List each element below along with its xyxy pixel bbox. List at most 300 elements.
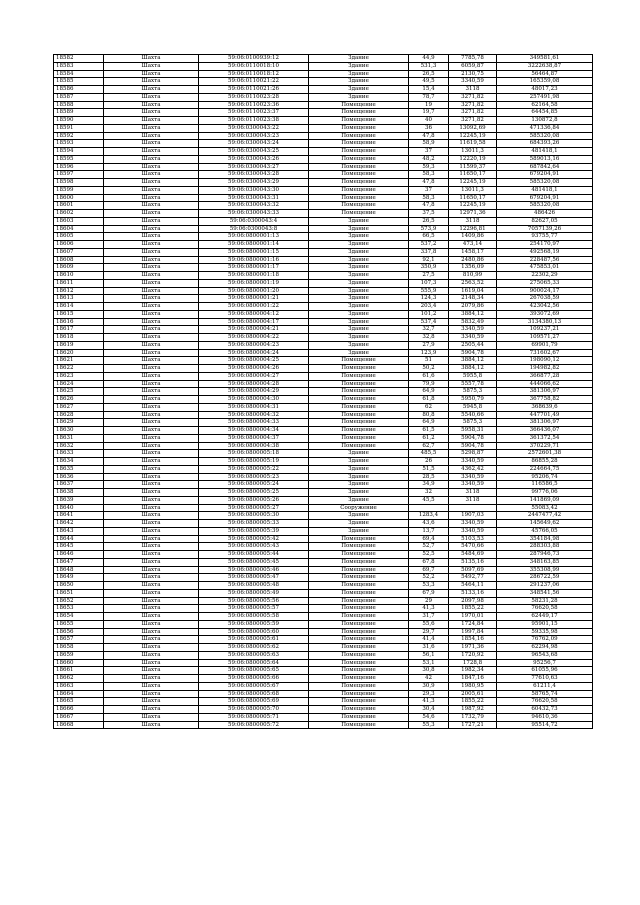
cadastral-value-cell: 95514,72 bbox=[497, 721, 593, 729]
cadastral-value-cell: 82627,05 bbox=[497, 217, 593, 225]
object-type-cell: Помещение bbox=[309, 628, 409, 636]
district-name-cell: Шахта bbox=[104, 566, 199, 574]
row-number-cell: 18604 bbox=[54, 225, 104, 233]
area-cell: 51 bbox=[409, 357, 449, 365]
table-row bbox=[54, 318, 593, 326]
object-type-cell: Помещение bbox=[309, 613, 409, 621]
district-name-cell: Шахта bbox=[104, 496, 199, 504]
row-number-cell: 18632 bbox=[54, 442, 104, 450]
table-row bbox=[54, 93, 593, 101]
district-name-cell: Шахта bbox=[104, 256, 199, 264]
district-name-cell: Шахта bbox=[104, 380, 199, 388]
cadastral-number-cell: 59:06:0300043:22 bbox=[199, 124, 309, 132]
cadastral-value-per-m2-cell: 1987,92 bbox=[449, 706, 497, 714]
district-name-cell: Шахта bbox=[104, 310, 199, 318]
cadastral-value-per-m2-cell: 5950,79 bbox=[449, 396, 497, 404]
cadastral-value-per-m2-cell: 1970,01 bbox=[449, 613, 497, 621]
table-row bbox=[54, 458, 593, 466]
row-number-cell: 18639 bbox=[54, 496, 104, 504]
cadastral-value-per-m2-cell: 5133,16 bbox=[449, 589, 497, 597]
object-type-cell: Помещение bbox=[309, 163, 409, 171]
property-table-body bbox=[54, 55, 593, 729]
district-name-cell: Шахта bbox=[104, 341, 199, 349]
cadastral-value-per-m2-cell: 3340,59 bbox=[449, 78, 497, 86]
table-row bbox=[54, 287, 593, 295]
object-type-cell: Помещение bbox=[309, 179, 409, 187]
cadastral-value-cell: 481418,1 bbox=[497, 148, 593, 156]
cadastral-value-per-m2-cell: 12971,36 bbox=[449, 210, 497, 218]
cadastral-value-per-m2-cell: 11619,58 bbox=[449, 140, 497, 148]
cadastral-value-per-m2-cell: 810,99 bbox=[449, 272, 497, 280]
cadastral-value-per-m2-cell: 473,14 bbox=[449, 241, 497, 249]
area-cell: 32 bbox=[409, 489, 449, 497]
row-number-cell: 18642 bbox=[54, 520, 104, 528]
cadastral-number-cell: 59:06:0300043:31 bbox=[199, 194, 309, 202]
cadastral-number-cell: 59:06:0800005:44 bbox=[199, 551, 309, 559]
cadastral-number-cell: 59:06:0800005:69 bbox=[199, 698, 309, 706]
table-row bbox=[54, 558, 593, 566]
area-cell: 36 bbox=[409, 124, 449, 132]
row-number-cell: 18605 bbox=[54, 233, 104, 241]
row-number-cell: 18619 bbox=[54, 341, 104, 349]
cadastral-number-cell: 59:06:0800004:29 bbox=[199, 388, 309, 396]
cadastral-number-cell: 59:06:0800004:37 bbox=[199, 434, 309, 442]
object-type-cell: Здание bbox=[309, 264, 409, 272]
object-type-cell: Здание bbox=[309, 489, 409, 497]
table-row bbox=[54, 109, 593, 117]
table-row bbox=[54, 132, 593, 140]
district-name-cell: Шахта bbox=[104, 179, 199, 187]
cadastral-number-cell: 59:06:0800005:65 bbox=[199, 667, 309, 675]
area-cell: 28,5 bbox=[409, 473, 449, 481]
cadastral-number-cell: 59:06:0800005:70 bbox=[199, 706, 309, 714]
cadastral-value-per-m2-cell: 1728,8 bbox=[449, 659, 497, 667]
cadastral-value-per-m2-cell: 1855,22 bbox=[449, 605, 497, 613]
cadastral-value-per-m2-cell: 5904,78 bbox=[449, 349, 497, 357]
area-cell: 69,7 bbox=[409, 566, 449, 574]
row-number-cell: 18667 bbox=[54, 713, 104, 721]
cadastral-value-per-m2-cell: 3884,12 bbox=[449, 310, 497, 318]
cadastral-value-per-m2-cell: 11650,17 bbox=[449, 194, 497, 202]
table-row bbox=[54, 62, 593, 70]
table-row bbox=[54, 233, 593, 241]
cadastral-number-cell: 59:06:0800005:30 bbox=[199, 512, 309, 520]
area-cell: 1283,4 bbox=[409, 512, 449, 520]
area-cell: 203,4 bbox=[409, 303, 449, 311]
cadastral-value-cell: 94610,36 bbox=[497, 713, 593, 721]
cadastral-value-cell: 367758,82 bbox=[497, 396, 593, 404]
area-cell: 15,4 bbox=[409, 86, 449, 94]
object-type-cell: Здание bbox=[309, 473, 409, 481]
object-type-cell: Здание bbox=[309, 248, 409, 256]
cadastral-value-per-m2-cell: 3340,59 bbox=[449, 527, 497, 535]
area-cell: 44,9 bbox=[409, 55, 449, 63]
cadastral-value-cell: 481418,1 bbox=[497, 186, 593, 194]
object-type-cell: Помещение bbox=[309, 543, 409, 551]
cadastral-value-per-m2-cell: 5955,8 bbox=[449, 372, 497, 380]
cadastral-value-cell: 423042,56 bbox=[497, 303, 593, 311]
area-cell: 19 bbox=[409, 101, 449, 109]
object-type-cell: Помещение bbox=[309, 109, 409, 117]
cadastral-number-cell: 59:06:0300043:25 bbox=[199, 148, 309, 156]
district-name-cell: Шахта bbox=[104, 140, 199, 148]
cadastral-value-cell: 447701,49 bbox=[497, 411, 593, 419]
cadastral-number-cell: 59:06:0100939:12 bbox=[199, 55, 309, 63]
cadastral-number-cell: 59:06:0800001:17 bbox=[199, 264, 309, 272]
cadastral-value-cell: 95256,7 bbox=[497, 659, 593, 667]
area-cell: 26 bbox=[409, 458, 449, 466]
cadastral-value-per-m2-cell: 1997,84 bbox=[449, 628, 497, 636]
cadastral-value-cell: 62164,58 bbox=[497, 101, 593, 109]
cadastral-value-per-m2-cell: 1982,34 bbox=[449, 667, 497, 675]
table-row bbox=[54, 241, 593, 249]
object-type-cell: Здание bbox=[309, 70, 409, 78]
cadastral-value-per-m2-cell: 2480,86 bbox=[449, 256, 497, 264]
object-type-cell: Помещение bbox=[309, 551, 409, 559]
object-type-cell: Здание bbox=[309, 512, 409, 520]
row-number-cell: 18644 bbox=[54, 535, 104, 543]
object-type-cell: Здание bbox=[309, 318, 409, 326]
district-name-cell: Шахта bbox=[104, 589, 199, 597]
district-name-cell: Шахта bbox=[104, 101, 199, 109]
area-cell: 40 bbox=[409, 117, 449, 125]
district-name-cell: Шахта bbox=[104, 295, 199, 303]
row-number-cell: 18616 bbox=[54, 318, 104, 326]
row-number-cell: 18583 bbox=[54, 62, 104, 70]
cadastral-value-cell: 286722,59 bbox=[497, 574, 593, 582]
object-type-cell: Здание bbox=[309, 62, 409, 70]
cadastral-value-cell: 366877,28 bbox=[497, 372, 593, 380]
table-row bbox=[54, 357, 593, 365]
cadastral-value-cell: 381306,97 bbox=[497, 388, 593, 396]
district-name-cell: Шахта bbox=[104, 690, 199, 698]
district-name-cell: Шахта bbox=[104, 504, 199, 512]
district-name-cell: Шахта bbox=[104, 241, 199, 249]
object-type-cell: Помещение bbox=[309, 419, 409, 427]
cadastral-value-per-m2-cell: 3340,59 bbox=[449, 458, 497, 466]
cadastral-value-cell: 194982,82 bbox=[497, 365, 593, 373]
district-name-cell: Шахта bbox=[104, 334, 199, 342]
cadastral-number-cell: 59:06:0800001:21 bbox=[199, 295, 309, 303]
district-name-cell: Шахта bbox=[104, 357, 199, 365]
table-row bbox=[54, 481, 593, 489]
object-type-cell: Здание bbox=[309, 241, 409, 249]
object-type-cell: Помещение bbox=[309, 124, 409, 132]
table-row bbox=[54, 403, 593, 411]
row-number-cell: 18614 bbox=[54, 303, 104, 311]
cadastral-number-cell: 59:06:0800004:24 bbox=[199, 349, 309, 357]
row-number-cell: 18626 bbox=[54, 396, 104, 404]
object-type-cell: Помещение bbox=[309, 721, 409, 729]
object-type-cell: Здание bbox=[309, 326, 409, 334]
row-number-cell: 18611 bbox=[54, 279, 104, 287]
row-number-cell: 18594 bbox=[54, 148, 104, 156]
cadastral-number-cell: 59:06:0800004:30 bbox=[199, 396, 309, 404]
object-type-cell: Помещение bbox=[309, 171, 409, 179]
row-number-cell: 18593 bbox=[54, 140, 104, 148]
table-row bbox=[54, 411, 593, 419]
cadastral-number-cell: 59:06:0800005:43 bbox=[199, 543, 309, 551]
cadastral-number-cell: 59:06:0800005:46 bbox=[199, 566, 309, 574]
area-cell: 537,4 bbox=[409, 318, 449, 326]
table-row bbox=[54, 520, 593, 528]
district-name-cell: Шахта bbox=[104, 225, 199, 233]
cadastral-value-per-m2-cell: 13011,3 bbox=[449, 186, 497, 194]
district-name-cell: Шахта bbox=[104, 248, 199, 256]
district-name-cell: Шахта bbox=[104, 186, 199, 194]
cadastral-number-cell: 59:06:0800005:61 bbox=[199, 636, 309, 644]
object-type-cell: Помещение bbox=[309, 682, 409, 690]
cadastral-value-per-m2-cell: 11650,17 bbox=[449, 171, 497, 179]
cadastral-value-cell: 492568,19 bbox=[497, 248, 593, 256]
district-name-cell: Шахта bbox=[104, 396, 199, 404]
cadastral-value-per-m2-cell: 1409,86 bbox=[449, 233, 497, 241]
object-type-cell: Помещение bbox=[309, 403, 409, 411]
table-row bbox=[54, 690, 593, 698]
table-row bbox=[54, 582, 593, 590]
area-cell: 61,6 bbox=[409, 372, 449, 380]
object-type-cell: Здание bbox=[309, 279, 409, 287]
area-cell: 58,3 bbox=[409, 194, 449, 202]
cadastral-value-per-m2-cell: 2148,34 bbox=[449, 295, 497, 303]
district-name-cell: Шахта bbox=[104, 171, 199, 179]
object-type-cell: Здание bbox=[309, 225, 409, 233]
table-row bbox=[54, 527, 593, 535]
area-cell: 31,6 bbox=[409, 644, 449, 652]
row-number-cell: 18598 bbox=[54, 179, 104, 187]
cadastral-value-per-m2-cell: 5484,69 bbox=[449, 551, 497, 559]
cadastral-value-per-m2-cell: 1847,16 bbox=[449, 675, 497, 683]
cadastral-number-cell: 59:06:0800005:72 bbox=[199, 721, 309, 729]
row-number-cell: 18592 bbox=[54, 132, 104, 140]
area-cell: 78,7 bbox=[409, 93, 449, 101]
district-name-cell: Шахта bbox=[104, 279, 199, 287]
object-type-cell: Помещение bbox=[309, 644, 409, 652]
cadastral-value-per-m2-cell: 2505,44 bbox=[449, 341, 497, 349]
cadastral-number-cell: 59:06:0800001:13 bbox=[199, 233, 309, 241]
cadastral-value-per-m2-cell: 5470,66 bbox=[449, 543, 497, 551]
table-row bbox=[54, 248, 593, 256]
row-number-cell: 18584 bbox=[54, 70, 104, 78]
cadastral-value-per-m2-cell: 5904,78 bbox=[449, 434, 497, 442]
cadastral-number-cell: 59:06:0800004:27 bbox=[199, 372, 309, 380]
district-name-cell: Шахта bbox=[104, 442, 199, 450]
area-cell: 58,9 bbox=[409, 140, 449, 148]
cadastral-number-cell: 59:06:0110023:37 bbox=[199, 109, 309, 117]
row-number-cell: 18653 bbox=[54, 605, 104, 613]
cadastral-number-cell: 59:06:0800005:62 bbox=[199, 644, 309, 652]
district-name-cell: Шахта bbox=[104, 706, 199, 714]
row-number-cell: 18656 bbox=[54, 628, 104, 636]
cadastral-value-per-m2-cell: 5135,16 bbox=[449, 558, 497, 566]
row-number-cell: 18650 bbox=[54, 582, 104, 590]
district-name-cell: Шахта bbox=[104, 613, 199, 621]
cadastral-value-per-m2-cell: 12245,19 bbox=[449, 179, 497, 187]
cadastral-number-cell: 59:06:0800004:34 bbox=[199, 427, 309, 435]
cadastral-value-cell: 585320,08 bbox=[497, 202, 593, 210]
object-type-cell: Помещение bbox=[309, 411, 409, 419]
cadastral-number-cell: 59:06:0800005:23 bbox=[199, 473, 309, 481]
cadastral-value-per-m2-cell: 2005,61 bbox=[449, 690, 497, 698]
row-number-cell: 18661 bbox=[54, 667, 104, 675]
area-cell: 58,3 bbox=[409, 171, 449, 179]
cadastral-number-cell: 59:06:0800001:14 bbox=[199, 241, 309, 249]
row-number-cell: 18646 bbox=[54, 551, 104, 559]
district-name-cell: Шахта bbox=[104, 427, 199, 435]
row-number-cell: 18645 bbox=[54, 543, 104, 551]
object-type-cell: Здание bbox=[309, 520, 409, 528]
cadastral-number-cell: 59:06:0800005:47 bbox=[199, 574, 309, 582]
cadastral-value-cell: 257491,98 bbox=[497, 93, 593, 101]
row-number-cell: 18610 bbox=[54, 272, 104, 280]
row-number-cell: 18613 bbox=[54, 295, 104, 303]
cadastral-number-cell: 59:06:0800005:68 bbox=[199, 690, 309, 698]
cadastral-value-cell: 679204,91 bbox=[497, 194, 593, 202]
cadastral-number-cell: 59:06:0800001:15 bbox=[199, 248, 309, 256]
cadastral-value-per-m2-cell: 12245,19 bbox=[449, 202, 497, 210]
row-number-cell: 18655 bbox=[54, 620, 104, 628]
row-number-cell: 18663 bbox=[54, 682, 104, 690]
district-name-cell: Шахта bbox=[104, 117, 199, 125]
row-number-cell: 18587 bbox=[54, 93, 104, 101]
cadastral-value-per-m2-cell: 5464,11 bbox=[449, 582, 497, 590]
table-row bbox=[54, 535, 593, 543]
cadastral-value-cell: 679204,91 bbox=[497, 171, 593, 179]
area-cell: 337,8 bbox=[409, 248, 449, 256]
district-name-cell: Шахта bbox=[104, 202, 199, 210]
table-row bbox=[54, 78, 593, 86]
table-row bbox=[54, 365, 593, 373]
object-type-cell: Помещение bbox=[309, 675, 409, 683]
table-row bbox=[54, 698, 593, 706]
cadastral-value-cell: 2572601,38 bbox=[497, 450, 593, 458]
area-cell: 55,6 bbox=[409, 620, 449, 628]
object-type-cell: Помещение bbox=[309, 535, 409, 543]
cadastral-value-cell: 165359,08 bbox=[497, 78, 593, 86]
cadastral-number-cell: 59:06:0800005:42 bbox=[199, 535, 309, 543]
object-type-cell: Помещение bbox=[309, 442, 409, 450]
cadastral-value-cell: 95206,74 bbox=[497, 473, 593, 481]
district-name-cell: Шахта bbox=[104, 628, 199, 636]
area-cell: 52,2 bbox=[409, 574, 449, 582]
cadastral-value-cell: 76762,09 bbox=[497, 636, 593, 644]
cadastral-number-cell: 59:06:0800001:19 bbox=[199, 279, 309, 287]
object-type-cell: Помещение bbox=[309, 101, 409, 109]
row-number-cell: 18654 bbox=[54, 613, 104, 621]
cadastral-value-cell: 228487,56 bbox=[497, 256, 593, 264]
table-row bbox=[54, 86, 593, 94]
cadastral-value-cell: 3222638,87 bbox=[497, 62, 593, 70]
cadastral-value-cell: 254170,97 bbox=[497, 241, 593, 249]
table-row bbox=[54, 55, 593, 63]
cadastral-number-cell: 59:06:0800004:23 bbox=[199, 341, 309, 349]
cadastral-value-per-m2-cell: 2097,98 bbox=[449, 597, 497, 605]
cadastral-value-per-m2-cell: 13011,3 bbox=[449, 148, 497, 156]
object-type-cell: Здание bbox=[309, 527, 409, 535]
row-number-cell: 18657 bbox=[54, 636, 104, 644]
cadastral-value-cell: 287946,73 bbox=[497, 551, 593, 559]
object-type-cell: Помещение bbox=[309, 706, 409, 714]
district-name-cell: Шахта bbox=[104, 287, 199, 295]
table-row bbox=[54, 264, 593, 272]
area-cell: 29 bbox=[409, 597, 449, 605]
object-type-cell: Здание bbox=[309, 272, 409, 280]
cadastral-number-cell: 59:06:0800004:12 bbox=[199, 310, 309, 318]
cadastral-number-cell: 59:06:0800005:63 bbox=[199, 651, 309, 659]
object-type-cell: Здание bbox=[309, 217, 409, 225]
cadastral-value-cell: 585320,08 bbox=[497, 132, 593, 140]
object-type-cell: Здание bbox=[309, 55, 409, 63]
cadastral-value-cell: 61055,96 bbox=[497, 667, 593, 675]
table-row bbox=[54, 202, 593, 210]
cadastral-value-cell: 444066,62 bbox=[497, 380, 593, 388]
row-number-cell: 18659 bbox=[54, 651, 104, 659]
row-number-cell: 18615 bbox=[54, 310, 104, 318]
object-type-cell: Помещение bbox=[309, 698, 409, 706]
object-type-cell: Помещение bbox=[309, 186, 409, 194]
cadastral-value-per-m2-cell: 1732,79 bbox=[449, 713, 497, 721]
cadastral-value-cell: 61211,4 bbox=[497, 682, 593, 690]
cadastral-value-per-m2-cell: 5945,8 bbox=[449, 403, 497, 411]
cadastral-number-cell: 59:06:0800005:58 bbox=[199, 613, 309, 621]
row-number-cell: 18637 bbox=[54, 481, 104, 489]
cadastral-value-cell: 76620,58 bbox=[497, 698, 593, 706]
area-cell: 61,5 bbox=[409, 427, 449, 435]
object-type-cell: Помещение bbox=[309, 589, 409, 597]
area-cell: 13,7 bbox=[409, 527, 449, 535]
table-row bbox=[54, 163, 593, 171]
cadastral-value-per-m2-cell: 11599,37 bbox=[449, 163, 497, 171]
area-cell bbox=[409, 504, 449, 512]
table-row bbox=[54, 667, 593, 675]
cadastral-value-cell: 198090,12 bbox=[497, 357, 593, 365]
district-name-cell: Шахта bbox=[104, 326, 199, 334]
area-cell: 47,8 bbox=[409, 132, 449, 140]
district-name-cell: Шахта bbox=[104, 636, 199, 644]
row-number-cell: 18590 bbox=[54, 117, 104, 125]
district-name-cell: Шахта bbox=[104, 109, 199, 117]
cadastral-value-cell: 130872,8 bbox=[497, 117, 593, 125]
area-cell: 59,3 bbox=[409, 163, 449, 171]
cadastral-number-cell: 59:06:0300043:28 bbox=[199, 171, 309, 179]
table-row bbox=[54, 396, 593, 404]
table-row bbox=[54, 675, 593, 683]
object-type-cell: Помещение bbox=[309, 148, 409, 156]
district-name-cell: Шахта bbox=[104, 217, 199, 225]
table-row bbox=[54, 217, 593, 225]
row-number-cell: 18608 bbox=[54, 256, 104, 264]
area-cell: 107,3 bbox=[409, 279, 449, 287]
cadastral-value-cell: 64454,85 bbox=[497, 109, 593, 117]
cadastral-number-cell: 59:06:0800001:22 bbox=[199, 303, 309, 311]
row-number-cell: 18624 bbox=[54, 380, 104, 388]
district-name-cell: Шахта bbox=[104, 70, 199, 78]
cadastral-value-cell: 366436,07 bbox=[497, 427, 593, 435]
district-name-cell: Шахта bbox=[104, 651, 199, 659]
object-type-cell: Помещение bbox=[309, 365, 409, 373]
area-cell: 41,4 bbox=[409, 636, 449, 644]
table-row bbox=[54, 628, 593, 636]
cadastral-value-per-m2-cell: 5904,78 bbox=[449, 442, 497, 450]
object-type-cell: Помещение bbox=[309, 651, 409, 659]
row-number-cell: 18591 bbox=[54, 124, 104, 132]
district-name-cell: Шахта bbox=[104, 450, 199, 458]
area-cell: 26,5 bbox=[409, 217, 449, 225]
row-number-cell: 18662 bbox=[54, 675, 104, 683]
object-type-cell: Помещение bbox=[309, 380, 409, 388]
table-row bbox=[54, 101, 593, 109]
row-number-cell: 18630 bbox=[54, 427, 104, 435]
